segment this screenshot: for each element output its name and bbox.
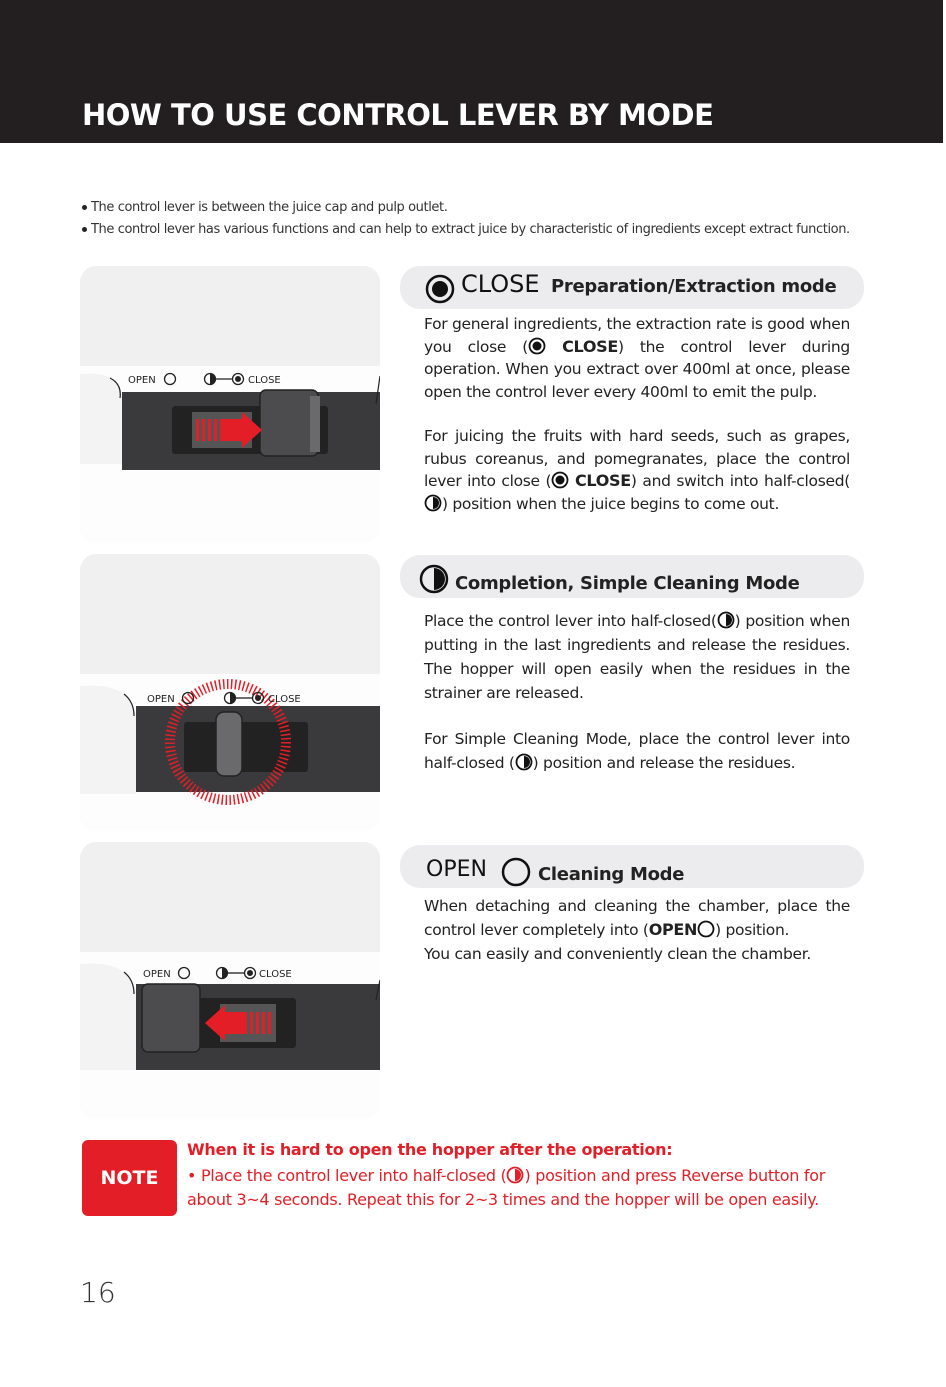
open-label: OPEN [143, 969, 171, 980]
filled-circle-icon [425, 274, 455, 304]
lever-open-diagram [80, 842, 380, 1118]
open-mode-paragraph-2: You can easily and conveniently clean the chamber. [424, 945, 812, 963]
bullet-dot-icon [82, 227, 87, 232]
intro-bullets [82, 197, 850, 241]
filled-circle-icon [551, 471, 569, 489]
close-mode-illustration [80, 266, 380, 542]
page-header [0, 0, 946, 143]
half-closed-mode-text [424, 609, 850, 797]
open-mode-word: OPEN [426, 857, 487, 882]
half-circle-icon [419, 564, 449, 594]
open-label: OPEN [128, 375, 156, 386]
bullet-item: The control lever has various functions and can help to extract juice by characteristic of ingredients except extract function. [82, 219, 850, 241]
half-circle-icon [424, 494, 442, 512]
half-closed-mode-paragraph-1: Place the control lever into half-closed( ) position when putting in the last ingredients and release the residues. The hopper will open easily when the residues in the strainer are released. [424, 612, 850, 702]
open-mode-paragraph-1: When detaching and cleaning the chamber, place the control lever completely into (OPEN ) position. [424, 897, 850, 939]
lever-close-diagram [80, 266, 380, 542]
note-text: • Place the control lever into half-closed ( ) position and press Reverse button for about 3~4 seconds. Repeat this for 2~3 times and the hopper will be open easily. [187, 1166, 826, 1209]
bullet-dot-icon [82, 205, 87, 210]
open-mode-title: Cleaning Mode [538, 864, 685, 885]
open-mode-header [400, 845, 864, 888]
close-mode-paragraph-2: For juicing the fruits with hard seeds, such as grapes, rubus coreanus, and pomegranates, place the control lever into close ( CLOSE) and switch into half-closed() position when the juice begins to come out. [424, 427, 850, 513]
empty-circle-icon [697, 920, 715, 938]
lever-half-closed-diagram [80, 554, 380, 830]
half-circle-icon [515, 753, 533, 771]
bullet-item: The control lever is between the juice cap and pulp outlet. [82, 197, 850, 219]
close-mode-word: CLOSE [461, 270, 540, 298]
half-closed-mode-header [400, 555, 864, 598]
page-title: HOW TO USE CONTROL LEVER BY MODE [82, 98, 714, 132]
half-closed-mode-title: Completion, Simple Cleaning Mode [455, 573, 800, 594]
note-bullet-icon: • [187, 1166, 197, 1185]
note-title: When it is hard to open the hopper after the operation: [187, 1140, 673, 1159]
half-circle-icon [506, 1166, 524, 1184]
close-mode-text [424, 313, 850, 537]
close-mode-title: Preparation/Extraction mode [551, 276, 837, 297]
half-closed-mode-illustration [80, 554, 380, 830]
page-number: 16 [80, 1276, 116, 1309]
close-mode-header [400, 266, 864, 309]
half-closed-mode-paragraph-2: For Simple Cleaning Mode, place the control lever into half-closed ( ) position and release the residues. [424, 730, 850, 772]
note-badge: NOTE [82, 1140, 177, 1216]
close-label: CLOSE [248, 375, 281, 386]
filled-circle-icon [528, 337, 546, 355]
close-label: CLOSE [259, 969, 292, 980]
half-circle-icon [717, 611, 735, 629]
open-label: OPEN [147, 694, 175, 705]
close-label: CLOSE [268, 694, 301, 705]
open-mode-text [424, 894, 850, 966]
open-mode-illustration [80, 842, 380, 1118]
empty-circle-icon [500, 857, 532, 887]
close-mode-paragraph-1: For general ingredients, the extraction rate is good when you close ( CLOSE) the control lever during operation. When you extract over 400ml at once, please open the control lever every 400ml to emit the pulp. [424, 315, 850, 401]
